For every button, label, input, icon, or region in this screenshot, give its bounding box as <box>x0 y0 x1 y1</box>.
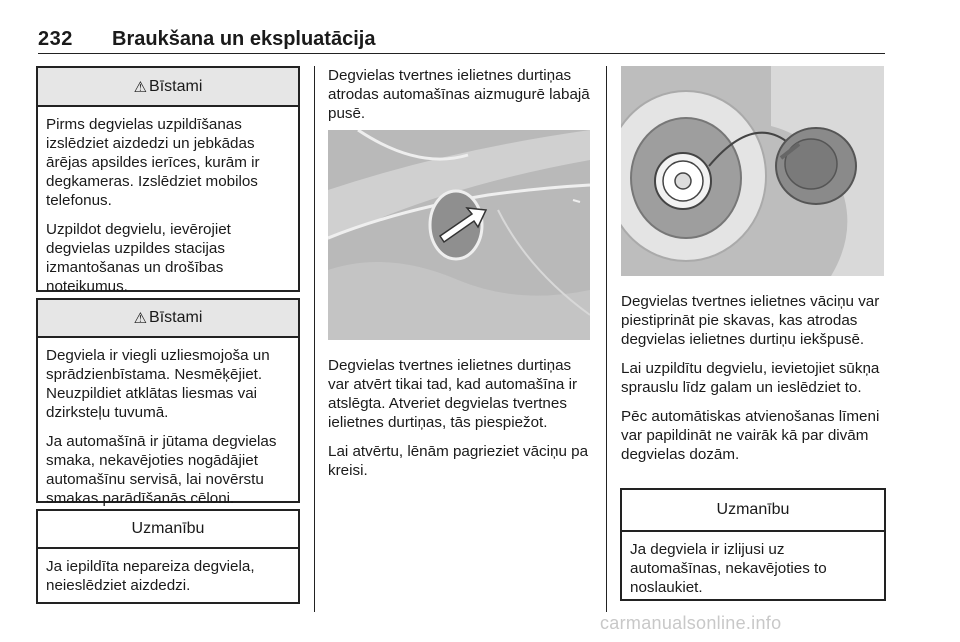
notice-box-body <box>622 532 884 603</box>
notice-paragraph: Ja iepildīta nepareiza degviela, neieslēdziet aizdedzi. <box>46 558 255 594</box>
danger-paragraph: Pirms degvielas uzpildīšanas izslēdziet aizdedzi un jebkādas ārējas apsildes ierīces, kurām ir degkameras. Izslēdziet mobilos telefonus. <box>46 116 260 209</box>
notice-heading: Uzmanību <box>622 490 884 532</box>
page-title: Braukšana un ekspluatācija <box>112 28 376 50</box>
danger-heading: Bīstami <box>149 78 203 95</box>
page-number: 232 <box>38 28 73 50</box>
notice-box-body <box>38 549 298 601</box>
fuel-door-closed-drawing <box>328 130 590 340</box>
body-paragraph: Degvielas tvertnes ielietnes vāciņu var piestiprināt pie skavas, kas atrodas degvielas ielietnes durtiņu iekšpusē. <box>621 293 880 348</box>
column-divider <box>314 66 315 612</box>
body-paragraph: Degvielas tvertnes ielietnes durtiņas var atvērt tikai tad, kad automašīna ir atslēgta. Atveriet degvielas tvertnes ielietnes durtiņas, tās piespiežot. <box>328 357 578 431</box>
body-paragraph: Lai atvērtu, lēnām pagrieziet vāciņu pa kreisi. <box>328 443 589 479</box>
danger-box-header <box>38 68 298 107</box>
danger-box-body <box>38 107 298 302</box>
watermark: carmanualsonline.info <box>600 613 782 633</box>
danger-box-2 <box>36 298 300 507</box>
notice-paragraph: Ja degviela ir izlijusi uz automašīnas, nekavējoties to noslaukiet. <box>630 541 827 596</box>
notice-box-1 <box>36 509 300 604</box>
body-paragraph: Degvielas tvertnes ielietnes durtiņas atrodas automašīnas aizmugurē labajā pusē. <box>328 67 590 122</box>
fuel-cap-illustration <box>621 66 884 276</box>
page-header <box>38 28 886 54</box>
fuel-door-illustration <box>328 130 590 340</box>
fuel-cap-open-drawing <box>621 66 884 276</box>
warning-triangle-icon: ⚠ <box>133 79 148 96</box>
warning-triangle-icon: ⚠ <box>133 310 148 327</box>
intro-text <box>328 66 592 133</box>
danger-paragraph: Degviela ir viegli uzliesmojoša un sprādzienbīstama. Nesmēķējiet. Neuzpildiet atklātas liesmas vai dzirksteļu tuvumā. <box>46 347 270 421</box>
danger-box-1 <box>36 66 300 295</box>
notice-heading: Uzmanību <box>38 511 298 549</box>
column-divider <box>606 66 607 612</box>
body-text-column-2 <box>328 356 594 490</box>
danger-heading: Bīstami <box>149 309 203 326</box>
notice-box-2 <box>620 488 886 601</box>
danger-box-header <box>38 300 298 338</box>
body-paragraph: Pēc automātiskas atvienošanas līmeni var papildināt ne vairāk kā par divām degvielas dozām. <box>621 408 880 463</box>
body-text-column-3 <box>621 292 887 474</box>
body-paragraph: Lai uzpildītu degvielu, ievietojiet sūkņa sprauslu līdz galam un ieslēdziet to. <box>621 360 880 396</box>
danger-paragraph: Ja automašīnā ir jūtama degvielas smaka, nekavējoties nogādājiet automašīnu servisā, lai novērstu smakas parādīšanās cēloni. <box>46 433 277 507</box>
danger-paragraph: Uzpildot degvielu, ievērojiet degvielas uzpildes stacijas izmantošanas un drošības noteikumus. <box>46 221 231 295</box>
danger-box-body <box>38 338 298 514</box>
header-rule <box>38 53 885 54</box>
